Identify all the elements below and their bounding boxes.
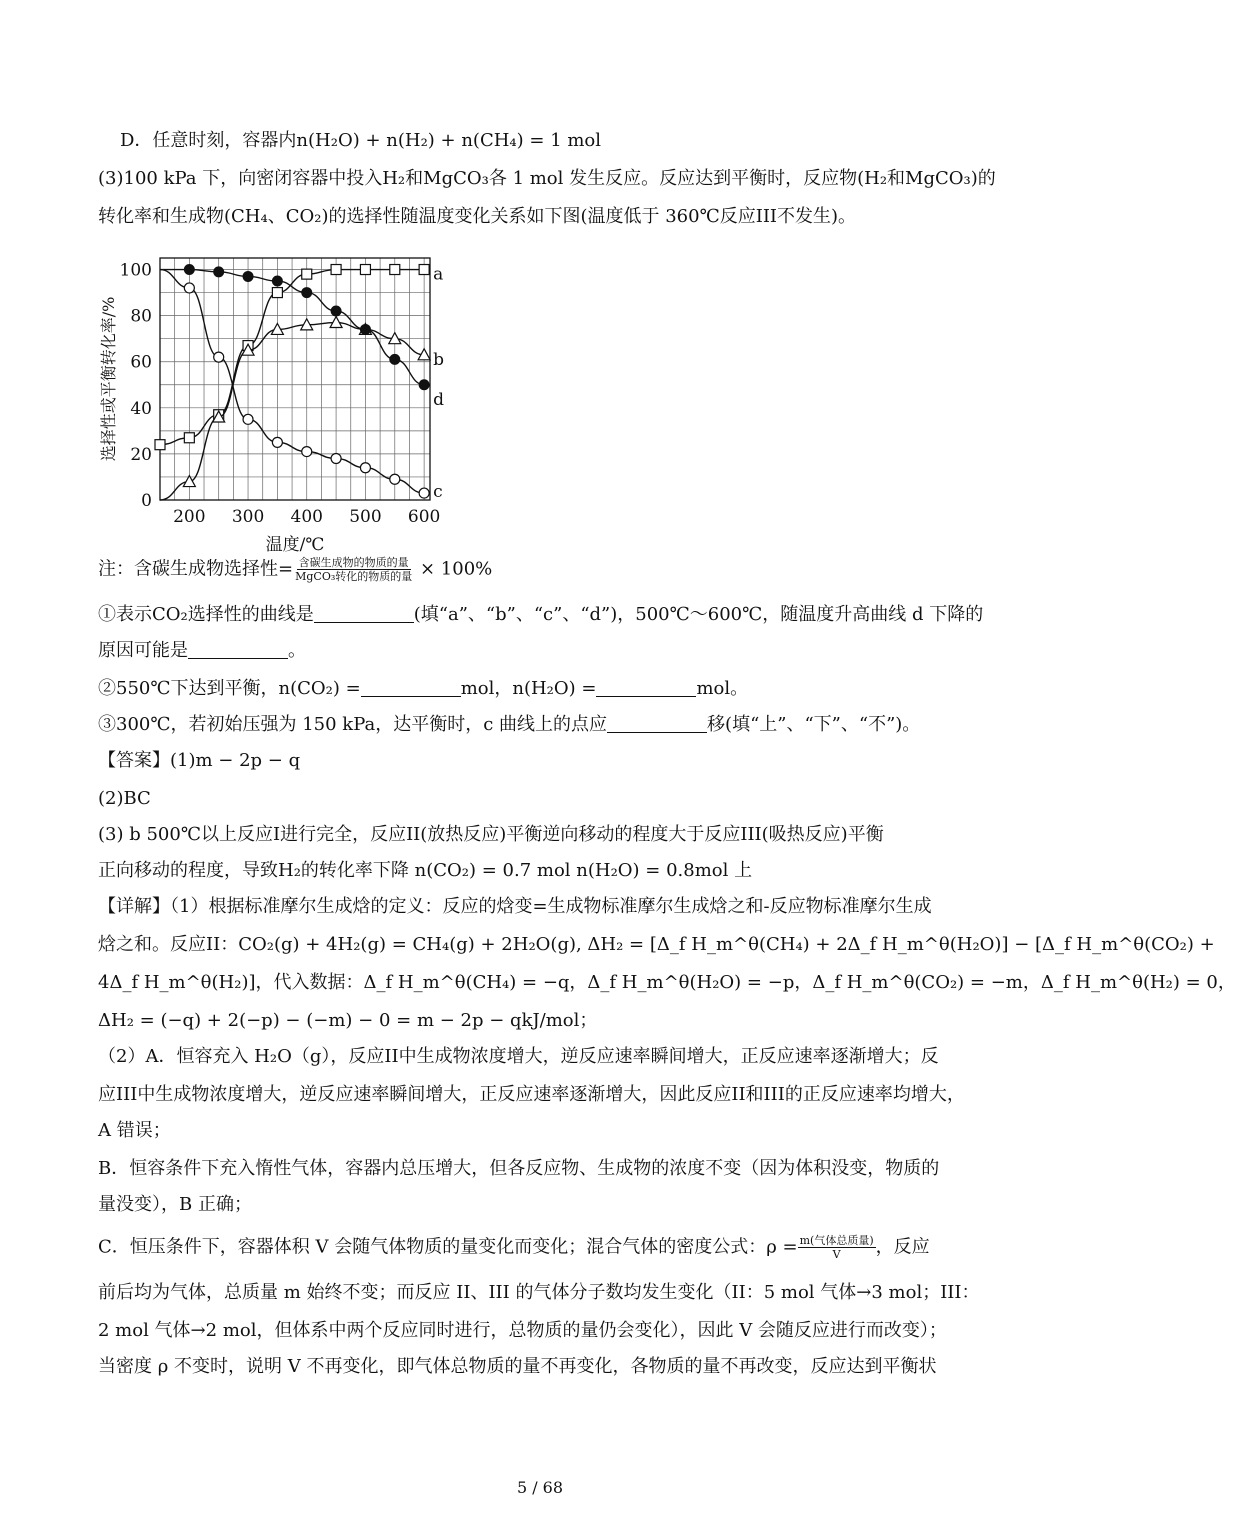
- density-fraction: [798, 1234, 876, 1261]
- point-c: [360, 463, 370, 473]
- point-c: [331, 454, 341, 464]
- x-tick-label: 500: [349, 507, 382, 527]
- answer-blank-1[interactable]: [314, 604, 414, 623]
- note-fraction: [293, 556, 414, 583]
- detail-line-12: 2 mol 气体→2 mol，但体系中两个反应同时进行，总物质的量仍会变化），因此 V 会随反应进行而改变）；: [98, 1320, 947, 1341]
- page-number: 5 / 68: [516, 1478, 564, 1497]
- detail-line-6: 应III中生成物浓度增大，逆反应速率瞬间增大，正反应速率逐渐增大，因此反应II和III的正反应速率均增大，: [98, 1084, 965, 1105]
- sub1-text-a: ①表示CO₂选择性的曲线是: [98, 604, 314, 625]
- point-a: [360, 265, 370, 275]
- answer-blank-2[interactable]: [188, 640, 288, 659]
- sub-question-3: [98, 712, 984, 738]
- note-denominator: MgCO₃转化的物质的量: [295, 570, 413, 583]
- detail-10-text-b: ，反应: [875, 1236, 930, 1258]
- point-a: [184, 433, 194, 443]
- point-c: [214, 352, 224, 362]
- selectivity-chart: [94, 238, 454, 555]
- x-tick-label: 400: [290, 507, 323, 527]
- detail-line-10: [98, 1234, 984, 1261]
- sub3-text-a: ③300℃，若初始压强为 150 kPa，达平衡时，c 曲线上的点应: [98, 714, 608, 735]
- sub1-text-d: 。: [288, 640, 306, 661]
- detail-line-11: 前后均为气体，总质量 m 始终不变；而反应 II、III 的气体分子数均发生变化（II：5 mol 气体→3 mol；III：: [98, 1282, 980, 1303]
- y-tick-label: 60: [130, 352, 152, 373]
- detail-line-8: B．恒容条件下充入惰性气体，容器内总压增大，但各反应物、生成物的浓度不变（因为体积没变，物质的: [98, 1158, 940, 1179]
- option-d: D．任意时刻，容器内n(H₂O) + n(H₂) + n(CH₄) = 1 mol: [120, 130, 602, 151]
- y-tick-label: 80: [130, 306, 152, 327]
- point-a: [155, 440, 165, 450]
- note-suffix: × 100%: [419, 558, 493, 580]
- answer-3-line-1: (3) b 500℃以上反应I进行完全，反应II(放热反应)平衡逆向移动的程度大于反应III(吸热反应)平衡: [98, 824, 884, 845]
- sub2-text-c: mol。: [696, 678, 749, 699]
- question-3-line-2: 转化率和生成物(CH₄、CO₂)的选择性随温度变化关系如下图(温度低于 360℃反应III不发生)。: [98, 206, 857, 227]
- detail-line-13: 当密度 ρ 不变时，说明 V 不再变化，即气体总物质的量不再变化，各物质的量不再改变，反应达到平衡状: [98, 1356, 937, 1377]
- point-c: [390, 474, 400, 484]
- y-tick-label: 100: [119, 260, 152, 281]
- density-numerator: m(气体总质量): [799, 1234, 874, 1247]
- series-label-c: c: [433, 482, 443, 503]
- series-label-a: a: [433, 264, 444, 285]
- x-tick-label: 600: [407, 507, 441, 527]
- detail-line-9: 量没变），B 正确；: [98, 1194, 252, 1215]
- note-numerator: 含碳生成物的物质的量: [298, 556, 409, 569]
- x-tick-label: 300: [231, 507, 265, 527]
- y-axis-label: 选择性或平衡转化率/%: [99, 296, 118, 462]
- answer-2: (2)BC: [98, 788, 151, 809]
- point-a: [302, 269, 312, 279]
- sub-question-1-line-1: [98, 602, 984, 628]
- detail-line-2: 焓之和。反应II：CO₂(g) + 4H₂(g) = CH₄(g) + 2H₂O(g), ΔH₂ = [Δ_f H_m^θ(CH₄) + 2Δ_f H_m^θ(H₂O)] − [Δ_f H_m^θ(CO₂) +: [98, 934, 1215, 955]
- sub-question-2: [98, 676, 984, 702]
- sub1-text-b: (填“a”、“b”、“c”、“d”)，500℃～600℃，随温度升高曲线 d 下降的: [413, 604, 984, 625]
- series-label-b: b: [433, 349, 445, 370]
- point-d: [419, 380, 429, 390]
- point-d: [184, 265, 194, 275]
- point-a: [419, 265, 429, 275]
- answer-blank-3[interactable]: [361, 678, 461, 697]
- point-c: [419, 488, 429, 498]
- point-d: [243, 271, 253, 281]
- sub3-text-b: 移(填“上”、“下”、“不”)。: [707, 714, 921, 735]
- point-c: [302, 447, 312, 457]
- point-d: [214, 267, 224, 277]
- point-d: [302, 288, 312, 298]
- series-label-d: d: [433, 389, 445, 410]
- y-tick-label: 0: [141, 491, 152, 511]
- point-d: [360, 324, 370, 334]
- detail-line-1: 【详解】（1）根据标准摩尔生成焓的定义：反应的焓变=生成物标准摩尔生成焓之和-反应物标准摩尔生成: [98, 896, 932, 917]
- point-a: [390, 265, 400, 275]
- sub1-text-c: 原因可能是: [98, 640, 188, 661]
- sub-question-1-line-2: [98, 638, 984, 664]
- detail-line-5: （2）A．恒容充入 H₂O（g），反应II中生成物浓度增大，逆反应速率瞬间增大，正反应速率逐渐增大；反: [98, 1046, 939, 1067]
- point-d: [390, 354, 400, 364]
- sub2-text-b: mol，n(H₂O) =: [460, 678, 597, 699]
- note-line: [98, 556, 984, 583]
- answer-blank-5[interactable]: [607, 714, 707, 733]
- detail-line-4: ΔH₂ = (−q) + 2(−p) − (−m) − 0 = m − 2p − qkJ/mol；: [98, 1010, 598, 1031]
- answer-blank-4[interactable]: [596, 678, 696, 697]
- detail-line-7: A 错误；: [98, 1120, 171, 1141]
- point-a: [272, 288, 282, 298]
- point-c: [184, 283, 194, 293]
- x-tick-label: 200: [173, 507, 206, 527]
- note-prefix: 注：含碳生成物选择性=: [98, 558, 294, 580]
- point-c: [272, 437, 282, 447]
- y-tick-label: 20: [130, 444, 152, 465]
- x-axis-label: 温度/℃: [265, 535, 325, 555]
- y-tick-label: 40: [130, 398, 152, 419]
- point-d: [272, 276, 282, 286]
- density-denominator: V: [832, 1248, 841, 1261]
- answer-1: 【答案】(1)m − 2p − q: [98, 750, 301, 771]
- question-3-line-1: (3)100 kPa 下，向密闭容器中投入H₂和MgCO₃各 1 mol 发生反应。反应达到平衡时，反应物(H₂和MgCO₃)的: [98, 168, 996, 189]
- answer-3-line-2: 正向移动的程度，导致H₂的转化率下降 n(CO₂) = 0.7 mol n(H₂O) = 0.8mol 上: [98, 860, 753, 881]
- detail-line-3: 4Δ_f H_m^θ(H₂)]，代入数据：Δ_f H_m^θ(CH₄) = −q，Δ_f H_m^θ(H₂O) = −p，Δ_f H_m^θ(CO₂) = −m，Δ_f H_m^θ(H₂) = 0，: [98, 972, 1236, 993]
- point-d: [331, 306, 341, 316]
- detail-10-text-a: C．恒压条件下，容器体积 V 会随气体物质的量变化而变化；混合气体的密度公式：ρ =: [98, 1236, 798, 1258]
- chart-svg: [94, 238, 454, 555]
- point-a: [331, 265, 341, 275]
- sub2-text-a: ②550℃下达到平衡，n(CO₂) =: [98, 678, 361, 699]
- point-c: [243, 414, 253, 424]
